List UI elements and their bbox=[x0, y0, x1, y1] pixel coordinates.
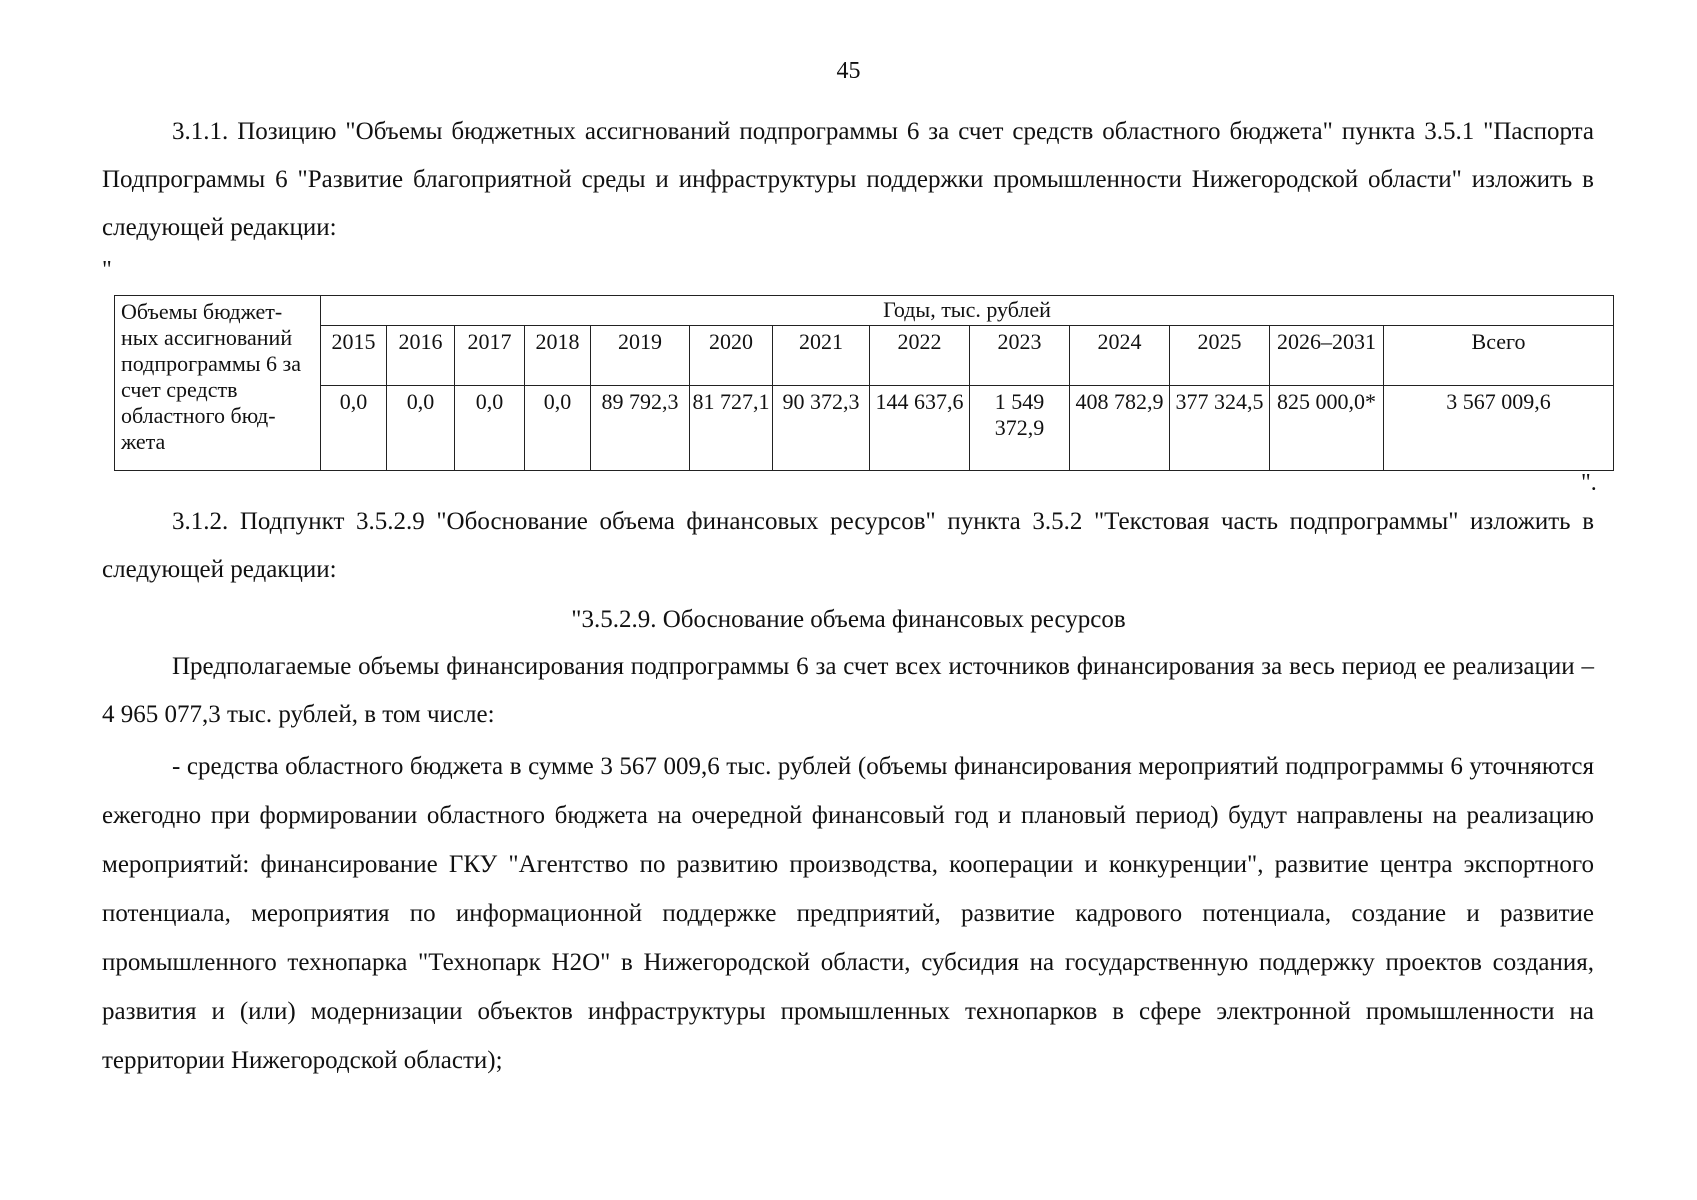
year-header: 2026–2031 bbox=[1270, 326, 1384, 386]
table-cell: 0,0 bbox=[387, 386, 455, 471]
paragraph-3-1-1-text: 3.1.1. Позицию "Объемы бюджетных ассигнований подпрограммы 6 за счет средств областного бюджета" пункта 3.5.1 "Паспорта Подпрограммы 6 "Развитие благоприятной среды и инфраструктуры поддержки промышленности Нижегородской области" изложить в следующей редакции: bbox=[102, 118, 1594, 241]
table-cell: 89 792,3 bbox=[591, 386, 690, 471]
paragraph-regional-budget-text: - средства областного бюджета в сумме 3 567 009,6 тыс. рублей (объемы финансирования мероприятий подпрограммы 6 уточняются ежегодно при формировании областного бюджета на очередной финансовый год и плановый период) будут направлены на реализацию мероприятий: финансирование ГКУ "Агентство по развитию производства, кооперации и конкуренции", развитие центра экспортного потенциала, мероприятия по информационной поддержке предприятий, развитие кадрового потенциала, создание и развитие промышленного технопарка "Технопарк Н2О" в Нижегородской области, субсидия на государственную поддержку проектов создания, развития и (или) модернизации объектов инфраструктуры промышленных технопарков в сфере электронной промышленности на территории Нижегородской области); bbox=[102, 753, 1594, 1074]
table-cell: 377 324,5 bbox=[1170, 386, 1270, 471]
opening-quote-mark: " bbox=[102, 257, 112, 283]
table-cell: 144 637,6 bbox=[870, 386, 970, 471]
table-cell: 90 372,3 bbox=[773, 386, 870, 471]
paragraph-regional-budget bbox=[102, 742, 1594, 1085]
table-cell: 408 782,9 bbox=[1070, 386, 1170, 471]
page-number: 45 bbox=[836, 58, 861, 84]
table-cell: 0,0 bbox=[525, 386, 591, 471]
total-header: Всего bbox=[1384, 326, 1614, 386]
year-header: 2023 bbox=[970, 326, 1070, 386]
year-header: 2020 bbox=[690, 326, 773, 386]
paragraph-3-1-2-text: 3.1.2. Подпункт 3.5.2.9 "Обоснование объема финансовых ресурсов" пункта 3.5.2 "Текстовая часть подпрограммы" изложить в следующей редакции: bbox=[102, 508, 1594, 583]
year-header: 2019 bbox=[591, 326, 690, 386]
table-row-label: Объемы бюджет-ных ассигнований подпрограммы 6 за счет средств областного бюд-жета bbox=[115, 296, 321, 471]
year-header: 2018 bbox=[525, 326, 591, 386]
table-cell: 825 000,0* bbox=[1270, 386, 1384, 471]
year-header: 2025 bbox=[1170, 326, 1270, 386]
table-cell: 1 549 372,9 bbox=[970, 386, 1070, 471]
year-header: 2021 bbox=[773, 326, 870, 386]
paragraph-financing-total bbox=[102, 643, 1594, 739]
paragraph-3-1-1 bbox=[102, 108, 1594, 252]
section-heading: "3.5.2.9. Обоснование объема финансовых ресурсов bbox=[571, 606, 1126, 633]
table-cell: 0,0 bbox=[455, 386, 525, 471]
closing-quote-mark: ". bbox=[1581, 470, 1597, 496]
year-header: 2022 bbox=[870, 326, 970, 386]
table-cell: 0,0 bbox=[321, 386, 387, 471]
paragraph-3-1-2 bbox=[102, 498, 1594, 594]
budget-allocation-table bbox=[114, 295, 1614, 471]
paragraph-financing-total-text: Предполагаемые объемы финансирования подпрограммы 6 за счет всех источников финансирования за весь период ее реализации – 4 965 077,3 тыс. рублей, в том числе: bbox=[102, 653, 1594, 728]
total-cell: 3 567 009,6 bbox=[1384, 386, 1614, 471]
table-group-header: Годы, тыс. рублей bbox=[321, 296, 1614, 326]
year-header: 2017 bbox=[455, 326, 525, 386]
table-cell: 81 727,1 bbox=[690, 386, 773, 471]
year-header: 2016 bbox=[387, 326, 455, 386]
year-header: 2024 bbox=[1070, 326, 1170, 386]
year-header: 2015 bbox=[321, 326, 387, 386]
